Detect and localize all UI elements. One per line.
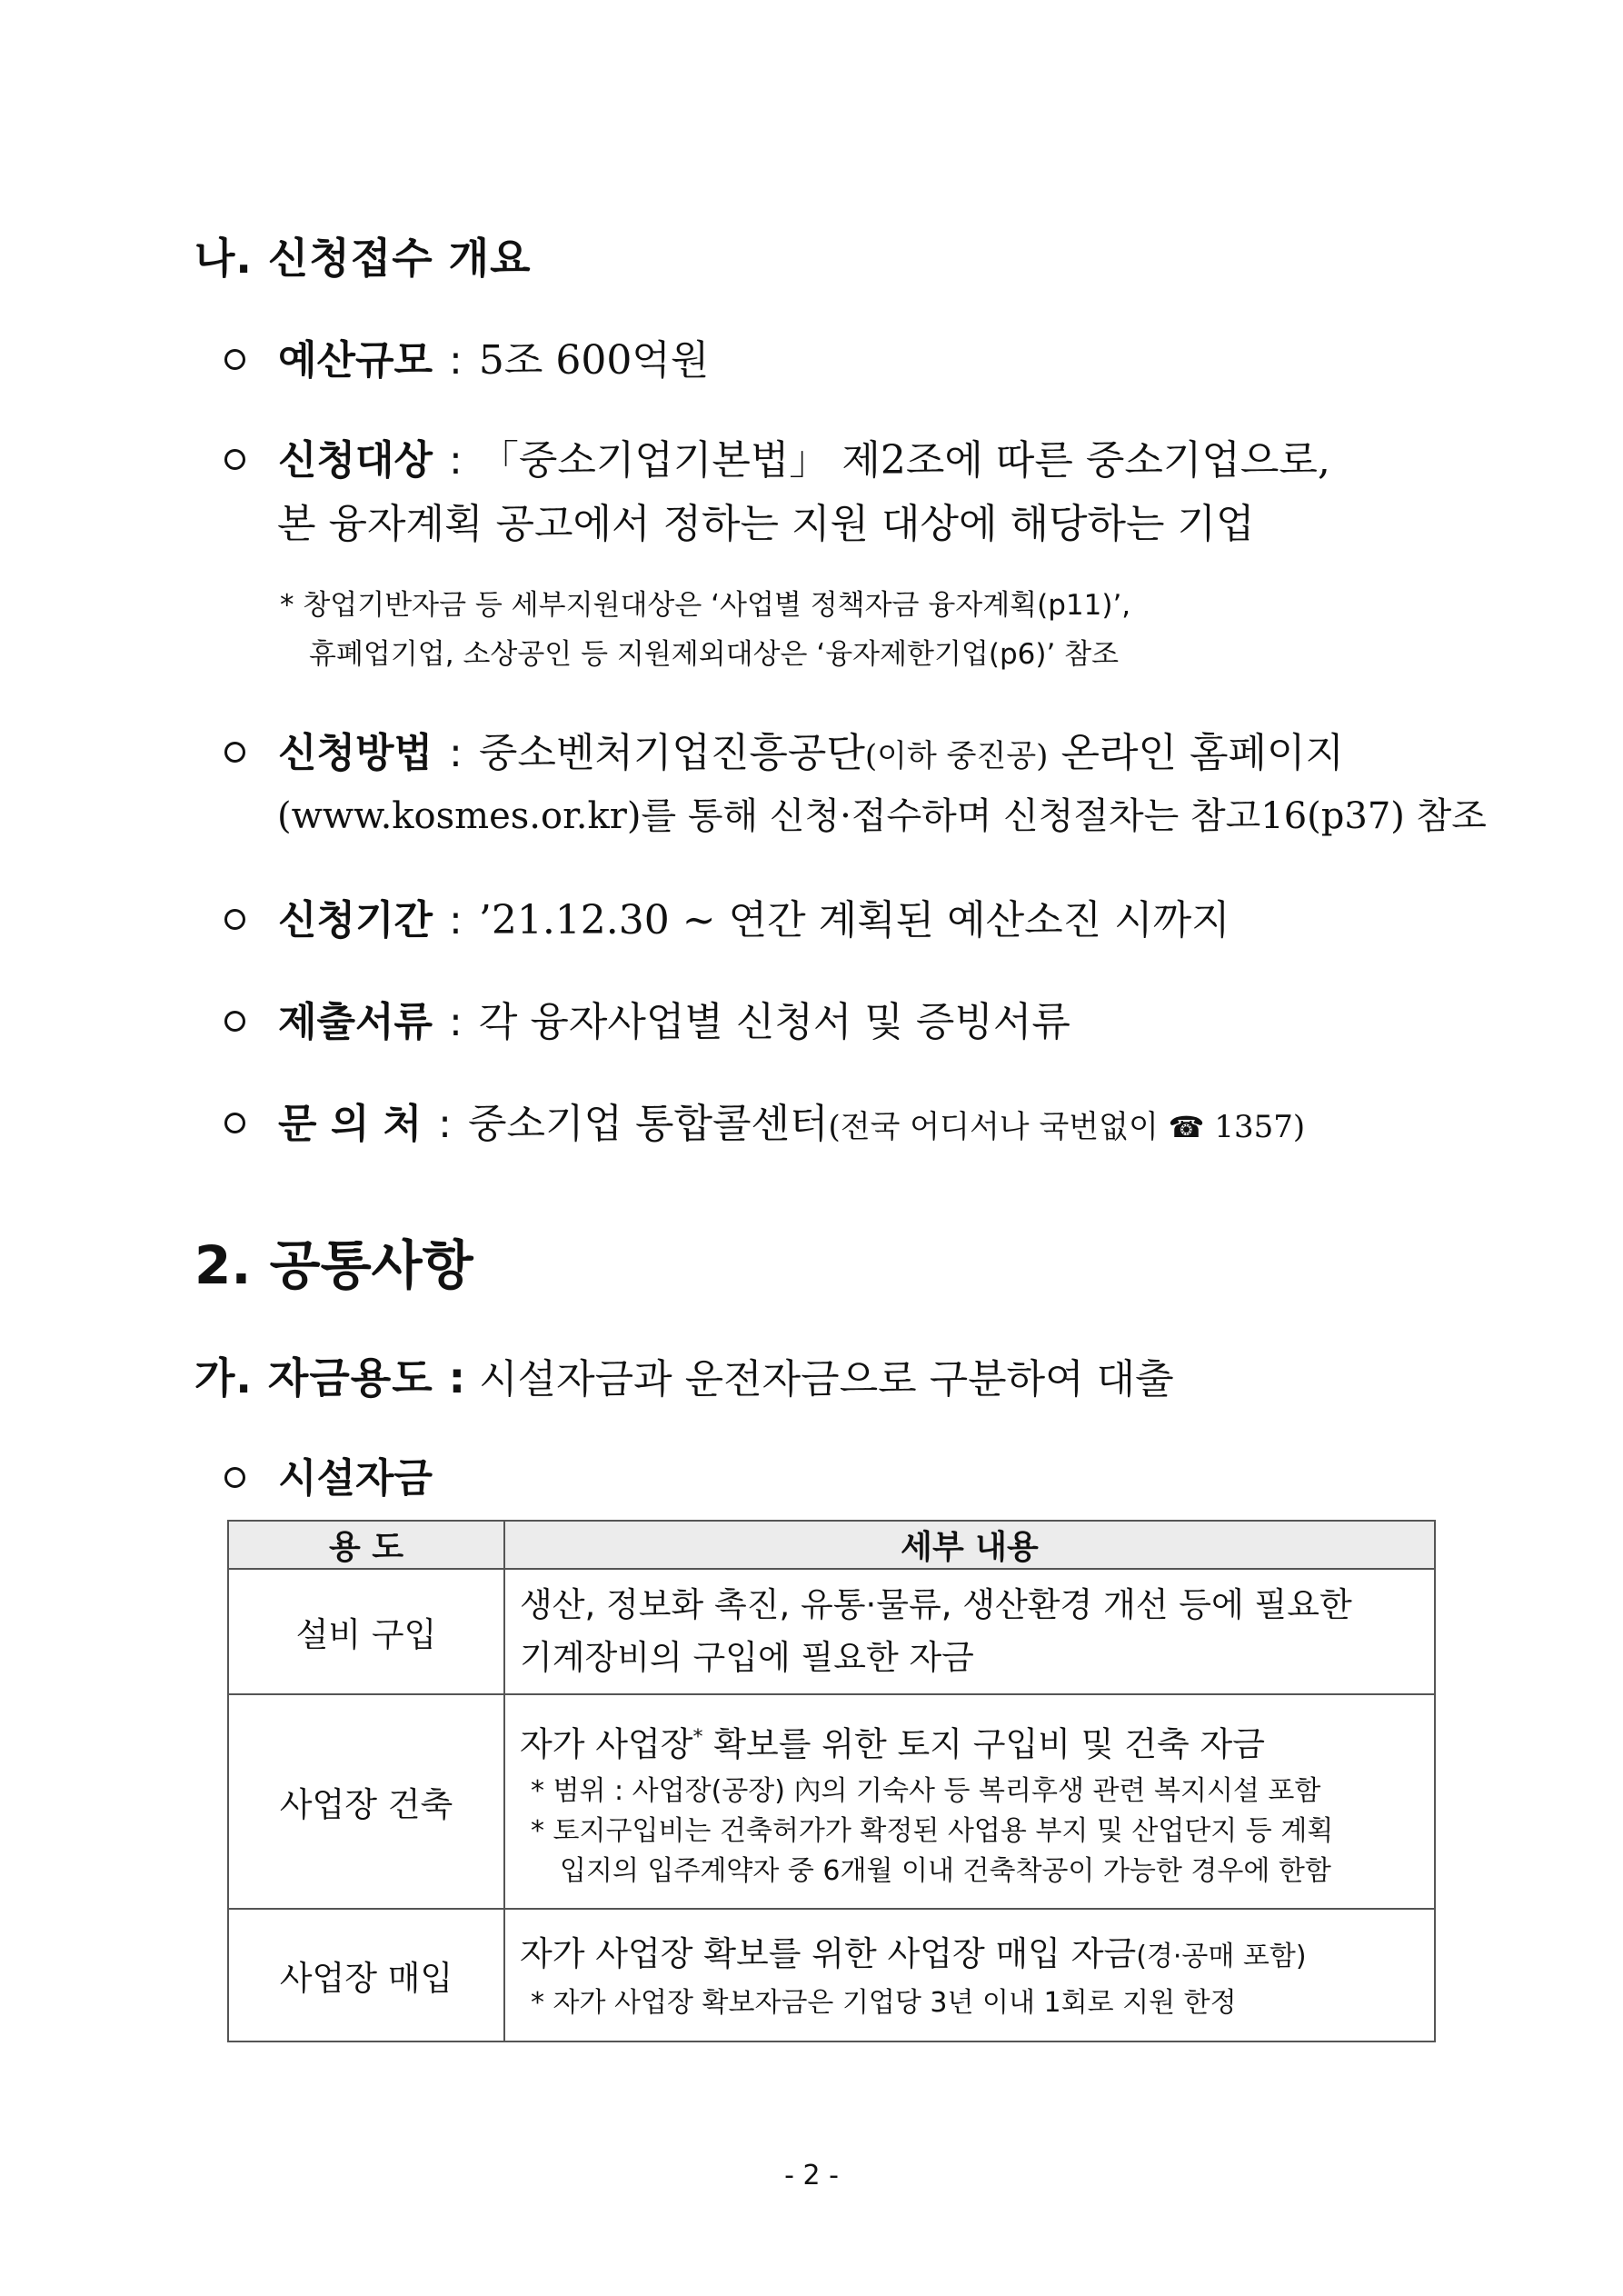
item-target [224, 427, 1330, 485]
item-value: 각 융자사업별 신청서 및 증빙서류 [478, 999, 1070, 1045]
separator: : [449, 730, 463, 776]
table-header-row [228, 1521, 1435, 1569]
detail-note: * 토지구입비는 건축허가가 확정된 사업용 부지 및 산업단지 등 계획 [531, 1814, 1334, 1847]
item-target-note: 휴폐업기업, 소상공인 등 지원제외대상은 ‘융자제한기업(p6)’ 참조 [309, 638, 1120, 671]
table-cell-usage: 사업장 매입 [228, 1909, 504, 2041]
item-method-line2: (www.kosmes.or.kr)를 통해 신청·접수하며 신청절차는 참고16(p37) 참조 [277, 795, 1487, 837]
item-target-line2: 본 융자계획 공고에서 정하는 지원 대상에 해당하는 기업 [277, 501, 1255, 547]
table-cell-detail [504, 1909, 1435, 2041]
table-cell-detail [504, 1569, 1435, 1694]
section-heading-common: 2. 공통사항 [194, 1234, 473, 1296]
detail-text-aside: (경·공매 포함) [1136, 1940, 1307, 1972]
item-contact [224, 1091, 1305, 1149]
separator: : [449, 999, 463, 1045]
item-value: 중소기업 통합콜센터 [467, 1101, 829, 1147]
table-row [228, 1569, 1435, 1694]
facility-fund-table [227, 1520, 1436, 2042]
detail-text: 확보를 위한 토지 구입비 및 건축 자금 [702, 1724, 1265, 1764]
subheading-label: 가. 자금용도 : [194, 1353, 467, 1403]
separator: : [438, 1101, 452, 1147]
separator: : [449, 437, 463, 484]
bullet-circle-icon [224, 909, 245, 930]
table-row [228, 1909, 1435, 2041]
page-number: - 2 - [784, 2160, 839, 2191]
item-label: 신청방법 [278, 730, 433, 776]
subheading-value: 시설자금과 운전자금으로 구분하여 대출 [466, 1356, 1174, 1403]
item-budget [224, 327, 709, 385]
table-row [228, 1694, 1435, 1909]
bullet-circle-icon [224, 449, 245, 470]
table-header-usage: 용 도 [228, 1521, 504, 1569]
footnote-marker: * [692, 1726, 703, 1750]
table-header-detail: 세부 내용 [504, 1521, 1435, 1569]
detail-note: * 자가 사업장 확보자금은 기업당 3년 이내 1회로 지원 한정 [531, 1986, 1237, 2019]
item-target-note: * 창업기반자금 등 세부지원대상은 ‘사업별 정책자금 융자계획(p11)’, [280, 589, 1131, 622]
subheading-fund-usage [194, 1345, 1174, 1405]
detail-line [520, 1928, 1419, 1983]
item-value: ’21.12.30 ~ 연간 계획된 예산소진 시까지 [478, 897, 1230, 943]
bullet-circle-icon [224, 349, 245, 370]
item-label: 신청기간 [278, 897, 433, 943]
item-value: 「중소기업기본법」 제2조에 따른 중소기업으로, [478, 437, 1330, 484]
item-label: 시설자금 [278, 1455, 433, 1502]
item-value-aside: (이하 중진공) [864, 738, 1049, 774]
table-cell-usage: 설비 구입 [228, 1569, 504, 1694]
detail-line: 기계장비의 구입에 필요한 자금 [520, 1638, 974, 1677]
detail-text: 자가 사업장 [520, 1724, 693, 1764]
item-method [224, 720, 1344, 778]
item-documents [224, 989, 1070, 1047]
item-value-aside: (전국 어디서나 국번없이 [828, 1109, 1169, 1145]
item-label: 제출서류 [278, 999, 433, 1045]
telephone-icon: ☎ [1168, 1110, 1205, 1144]
table-cell-usage: 사업장 건축 [228, 1694, 504, 1909]
section-heading-application-overview: 나. 신청접수 개요 [194, 234, 532, 283]
item-period [224, 887, 1230, 945]
item-value: 중소벤처기업진흥공단 [478, 730, 865, 776]
detail-line [520, 1712, 1419, 1771]
bullet-circle-icon [224, 1113, 245, 1133]
detail-text: 자가 사업장 확보를 위한 사업장 매입 자금 [520, 1933, 1137, 1973]
bullet-circle-icon [224, 742, 245, 763]
bullet-circle-icon [224, 1011, 245, 1032]
item-facility-fund [224, 1445, 433, 1503]
item-value: 5조 600억원 [478, 337, 710, 384]
separator: : [449, 897, 463, 943]
bullet-circle-icon [224, 1467, 245, 1488]
separator: : [449, 337, 463, 384]
detail-line: 생산, 정보화 촉진, 유통·물류, 생산환경 개선 등에 필요한 [520, 1585, 1352, 1624]
item-value: 온라인 홈페이지 [1048, 730, 1344, 776]
item-label: 예산규모 [278, 337, 433, 384]
phone-number: 1357) [1204, 1109, 1306, 1145]
detail-note: * 범위 : 사업장(공장) 內의 기숙사 등 복리후생 관련 복지시설 포함 [531, 1774, 1321, 1807]
item-label: 문 의 처 [278, 1101, 423, 1147]
detail-note: 입지의 입주계약자 중 6개월 이내 건축착공이 가능한 경우에 한함 [560, 1854, 1331, 1887]
table-cell-detail [504, 1694, 1435, 1909]
item-label: 신청대상 [278, 437, 433, 484]
